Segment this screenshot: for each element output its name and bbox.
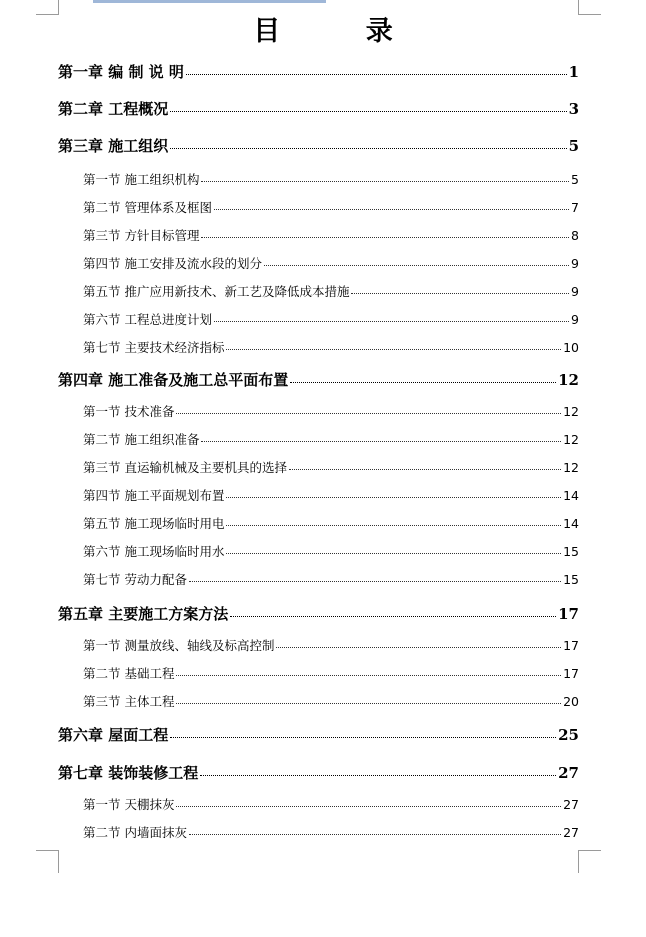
toc-entry-section[interactable] (83, 282, 579, 300)
toc-entry-page: 3 (568, 100, 579, 118)
toc-entry-page: 8 (571, 228, 579, 243)
toc-entry-section[interactable] (83, 542, 579, 560)
toc-entry-label: 第一节 技术准备 (83, 404, 175, 419)
toc-entry-label: 第六节 工程总进度计划 (83, 312, 212, 327)
toc-entry-label: 第五节 推广应用新技术、新工艺及降低成本措施 (83, 284, 350, 299)
toc-entry-label: 第二节 管理体系及框图 (83, 200, 212, 215)
dot-leader (176, 675, 561, 676)
toc-entry-section[interactable] (83, 664, 579, 682)
dot-leader (226, 349, 561, 350)
toc-entry-page: 10 (563, 340, 579, 355)
toc-entry-page: 15 (563, 544, 579, 559)
toc-entry-section[interactable] (83, 430, 579, 448)
toc-entry-page: 5 (571, 172, 579, 187)
toc-entry-page: 17 (563, 638, 579, 653)
toc-entry-label: 第一章 编 制 说 明 (58, 63, 184, 81)
toc-entry-page: 15 (563, 572, 579, 587)
toc-entry-label: 第六节 施工现场临时用水 (83, 544, 225, 559)
toc-entry-label: 第二节 内墙面抹灰 (83, 825, 187, 840)
toc-entry-page: 27 (563, 825, 579, 840)
toc-entry-section[interactable] (83, 254, 579, 272)
selection-bar (93, 0, 326, 3)
dot-leader (201, 441, 561, 442)
toc-entry-chapter-2[interactable] (58, 98, 579, 120)
toc-entry-label: 第五节 施工现场临时用电 (83, 516, 225, 531)
toc-entry-label: 第一节 测量放线、轴线及标高控制 (83, 638, 275, 653)
toc-entry-label: 第三章 施工组织 (58, 137, 169, 155)
dot-leader (289, 469, 561, 470)
toc-entry-section[interactable] (83, 338, 579, 356)
toc-entry-label: 第五章 主要施工方案方法 (58, 605, 229, 623)
toc-entry-page: 12 (563, 432, 579, 447)
toc-entry-label: 第四节 施工平面规划布置 (83, 488, 225, 503)
crop-mark-bottom-right (578, 850, 601, 873)
dot-leader (176, 806, 561, 807)
dot-leader (264, 265, 569, 266)
toc-entry-label: 第一节 天棚抹灰 (83, 797, 175, 812)
crop-mark-top-left (36, 0, 59, 15)
toc-entry-chapter-1[interactable] (58, 61, 579, 83)
toc-entry-page: 9 (571, 312, 579, 327)
toc-entry-section[interactable] (83, 310, 579, 328)
toc-entry-section[interactable] (83, 402, 579, 420)
toc-entry-page: 27 (558, 764, 579, 782)
dot-leader (276, 647, 561, 648)
dot-leader (226, 553, 561, 554)
toc-entry-page: 7 (571, 200, 579, 215)
toc-entry-label: 第一节 施工组织机构 (83, 172, 200, 187)
toc-entry-page: 17 (563, 666, 579, 681)
toc-entry-label: 第四节 施工安排及流水段的划分 (83, 256, 262, 271)
toc-entry-section[interactable] (83, 198, 579, 216)
toc-entry-section[interactable] (83, 458, 579, 476)
toc-entry-label: 第四章 施工准备及施工总平面布置 (58, 371, 289, 389)
toc-entry-page: 9 (571, 256, 579, 271)
toc-entry-page: 1 (568, 63, 579, 81)
toc-entry-page: 12 (558, 371, 579, 389)
crop-mark-bottom-left (36, 850, 59, 873)
toc-entry-label: 第二节 基础工程 (83, 666, 175, 681)
toc-title: 目 录 (253, 16, 431, 47)
toc-entry-page: 20 (563, 694, 579, 709)
toc-entry-section[interactable] (83, 514, 579, 532)
toc-entry-label: 第三节 直运输机械及主要机具的选择 (83, 460, 287, 475)
dot-leader (170, 111, 566, 112)
dot-leader (214, 321, 569, 322)
dot-leader (176, 703, 561, 704)
dot-leader (201, 237, 569, 238)
toc-entry-page: 9 (571, 284, 579, 299)
dot-leader (226, 497, 561, 498)
toc-entry-page: 27 (563, 797, 579, 812)
toc-entry-chapter-3[interactable] (58, 135, 579, 157)
toc-entry-chapter-4[interactable] (58, 369, 579, 391)
toc-entry-chapter-5[interactable] (58, 603, 579, 625)
toc-entry-page: 17 (558, 605, 579, 623)
toc-entry-section[interactable] (83, 570, 579, 588)
toc-entry-page: 12 (563, 460, 579, 475)
toc-entry-section[interactable] (83, 226, 579, 244)
toc-entry-page: 14 (563, 516, 579, 531)
toc-entry-section[interactable] (83, 170, 579, 188)
crop-mark-top-right (578, 0, 601, 15)
toc-entry-chapter-6[interactable] (58, 724, 579, 746)
toc-entry-section[interactable] (83, 692, 579, 710)
toc-entry-label: 第三节 主体工程 (83, 694, 175, 709)
dot-leader (186, 74, 567, 75)
toc-entry-section[interactable] (83, 795, 579, 813)
toc-entry-page: 12 (563, 404, 579, 419)
toc-entry-label: 第二节 施工组织准备 (83, 432, 200, 447)
dot-leader (230, 616, 556, 617)
dot-leader (189, 581, 561, 582)
toc-entry-page: 25 (558, 726, 579, 744)
toc-entry-section[interactable] (83, 486, 579, 504)
toc-entry-label: 第六章 屋面工程 (58, 726, 169, 744)
dot-leader (214, 209, 569, 210)
toc-entry-label: 第七章 装饰装修工程 (58, 764, 199, 782)
toc-entry-section[interactable] (83, 823, 579, 841)
toc-entry-section[interactable] (83, 636, 579, 654)
toc-entry-page: 5 (568, 137, 579, 155)
dot-leader (170, 148, 566, 149)
dot-leader (170, 737, 556, 738)
toc-entry-label: 第三节 方针目标管理 (83, 228, 200, 243)
toc-entry-label: 第二章 工程概况 (58, 100, 169, 118)
toc-entry-label: 第七节 劳动力配备 (83, 572, 187, 587)
dot-leader (290, 382, 556, 383)
dot-leader (351, 293, 569, 294)
toc-entry-page: 14 (563, 488, 579, 503)
dot-leader (189, 834, 561, 835)
dot-leader (200, 775, 556, 776)
dot-leader (226, 525, 561, 526)
toc-entry-label: 第七节 主要技术经济指标 (83, 340, 225, 355)
dot-leader (176, 413, 561, 414)
toc-entry-chapter-7[interactable] (58, 762, 579, 784)
dot-leader (201, 181, 569, 182)
